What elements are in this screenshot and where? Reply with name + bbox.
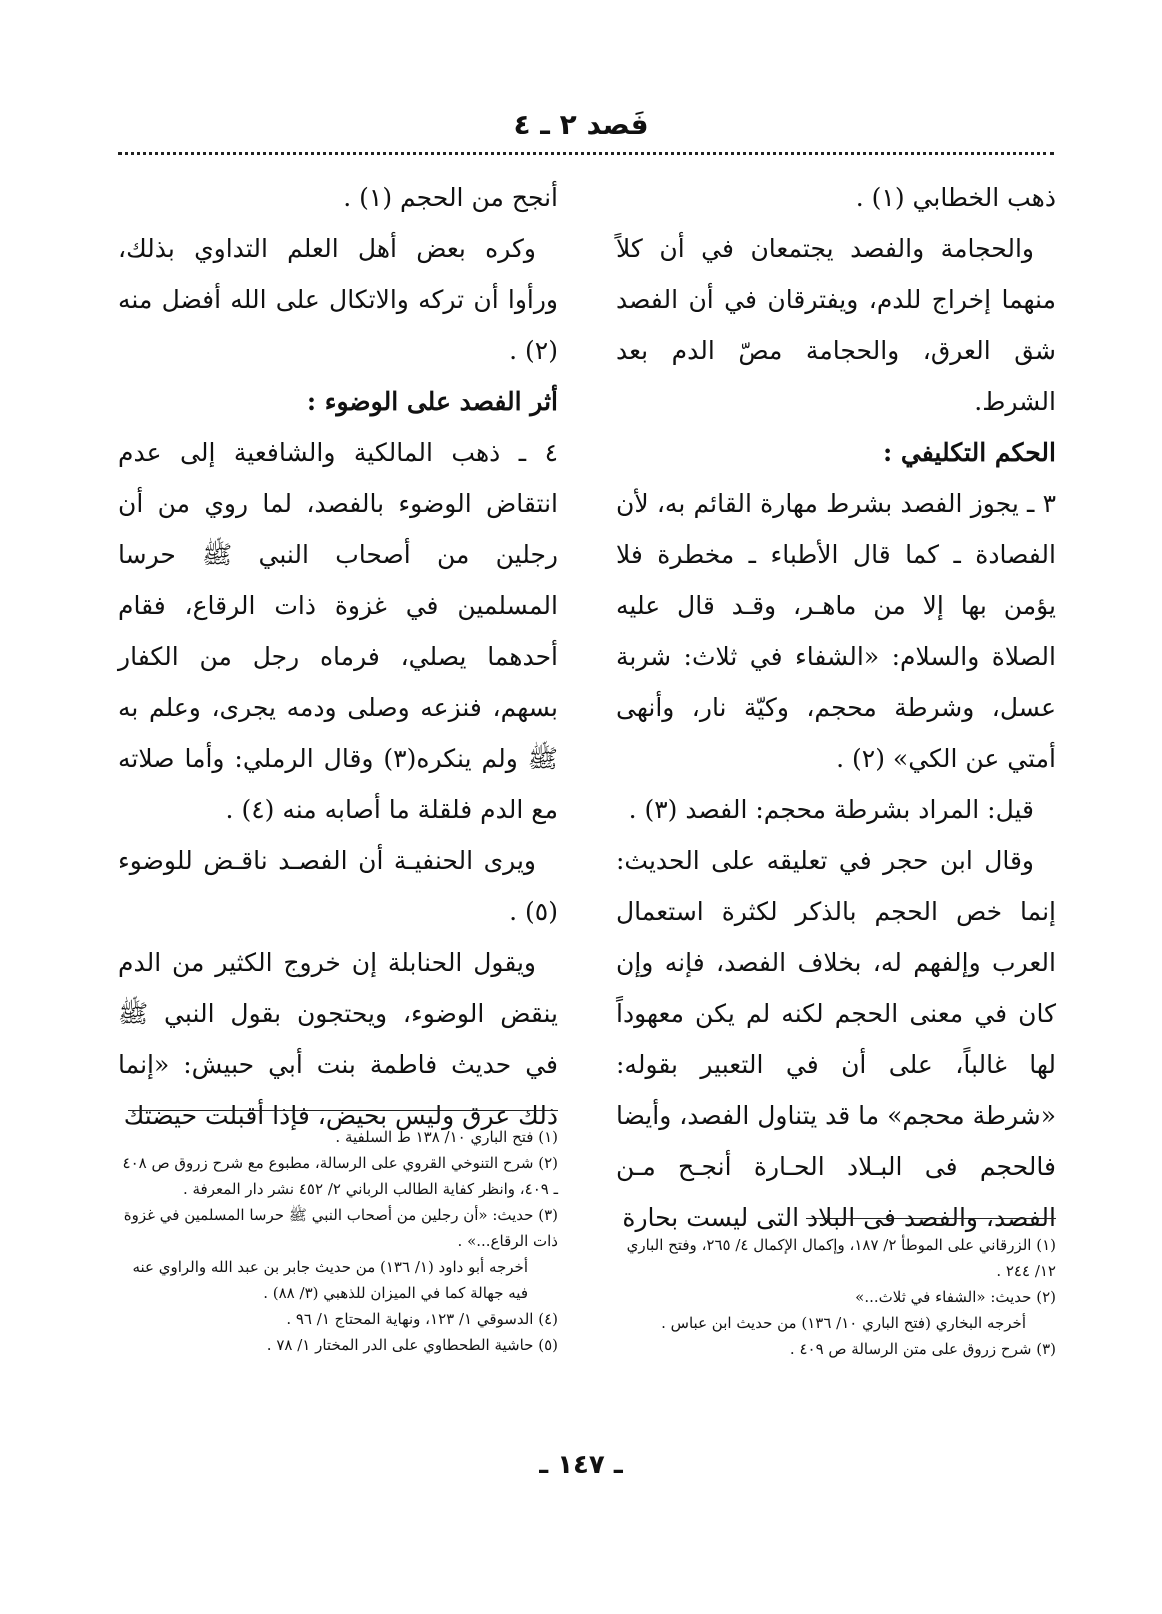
footnote-separator — [128, 1110, 558, 1111]
right-column — [616, 172, 1056, 1243]
left-column — [118, 172, 558, 1141]
paragraph: وقال ابن حجر في تعليقه على الحديث: إنما خص الحجم بالذكر لكثرة استعمال العرب وإلفهم له، بخلاف الفصد، فإنه وإن كان في معنى الحجم لكنه لم يكن معهوداً لها غالباً، على أن في التعبير بقوله: «شرطة محجم» ما قد يتناول الفصد، وأيضا فالحجم فى البـلاد الحـارة أنجـح مـن الفصد، والفصد فى البلاد التى ليست بحارة — [616, 846, 1056, 1232]
footnote: (٢) حديث: «الشفاء في ثلاث...» — [855, 1288, 1056, 1306]
footnote: أخرجه أبو داود (١/ ١٣٦) من حديث جابر بن عبد الله والراوي عنه فيه جهالة كما في الميزان للذهبي (٣/ ٨٨) . — [132, 1258, 528, 1302]
paragraph: والحجامة والفصد يجتمعان في أن كلاً منهما إخراج للدم، ويفترقان في أن الفصد شق العرق، والحجامة مصّ الدم بعد الشرط. — [616, 234, 1056, 416]
footnote: أخرجه البخاري (فتح الباري ١٠/ ١٣٦) من حديث ابن عباس . — [661, 1314, 1026, 1332]
paragraph: ويقول الحنابلة إن خروج الكثير من الدم ينقض الوضوء، ويحتجون بقول النبي ﷺ في حديث فاطمة بنت أبي حبيش: «إنما ذلك عرق وليس بحيض، فإذا أقبلت حيضتك — [118, 948, 558, 1130]
page-number: ـ ١٤٧ ـ — [539, 1450, 623, 1480]
footnote-separator — [806, 1218, 1056, 1219]
paragraph: ويرى الحنفيـة أن الفصـد ناقـض للوضوء (٥) . — [118, 846, 558, 926]
footnote: (٥) حاشية الطحطاوي على الدر المختار ١/ ٧٨ . — [266, 1336, 558, 1354]
footnote: (١) فتح الباري ١٠/ ١٣٨ ط السلفية . — [335, 1128, 558, 1146]
section-heading: الحكم التكليفي : — [883, 438, 1056, 467]
footnote: (٢) شرح التنوخي القروي على الرسالة، مطبوع مع شرح زروق ص ٤٠٨ ـ ٤٠٩، وانظر كفاية الطالب الرباني ٢/ ٤٥٢ نشر دار المعرفة . — [122, 1154, 558, 1198]
footnote: (٤) الدسوقي ١/ ١٢٣، ونهاية المحتاج ١/ ٩٦ . — [286, 1310, 558, 1328]
paragraph: أنجح من الحجم (١) . — [343, 183, 558, 212]
section-heading: أثر الفصد على الوضوء : — [306, 387, 558, 416]
running-header: فَصد ٢ ـ ٤ — [513, 108, 649, 141]
paragraph: قيل: المراد بشرطة محجم: الفصد (٣) . — [628, 795, 1034, 824]
footnote: (٣) شرح زروق على متن الرسالة ص ٤٠٩ . — [789, 1340, 1056, 1358]
paragraph: ٣ ـ يجوز الفصد بشرط مهارة القائم به، لأن الفصادة ـ كما قال الأطباء ـ مخطرة فلا يؤمن بها إلا من ماهـر، وقـد قال عليه الصلاة والسلام: «الشفاء في ثلاث: شربة عسل، وشرطة محجم، وكيّة نار، وأنهى أمتي عن الكي» (٢) . — [616, 489, 1057, 773]
footnote: (٣) حديث: «أن رجلين من أصحاب النبي ﷺ حرسا المسلمين في غزوة ذات الرقاع...» . — [123, 1206, 558, 1250]
paragraph: ذهب الخطابي (١) . — [855, 183, 1056, 212]
paragraph: وكره بعض أهل العلم التداوي بذلك، ورأوا أن تركه والاتكال على الله أفضل منه (٢) . — [118, 234, 558, 365]
footnote: (١) الزرقاني على الموطأ ٢/ ١٨٧، وإكمال الإكمال ٤/ ٢٦٥، وفتح الباري ١٢/ ٢٤٤ . — [626, 1236, 1056, 1280]
paragraph: ٤ ـ ذهب المالكية والشافعية إلى عدم انتقاض الوضوء بالفصد، لما روي من أن رجلين من أصحاب النبي ﷺ حرسا المسلمين في غزوة ذات الرقاع، فقام أحدهما يصلي، فرماه رجل من الكفار بسهم، فنزعه وصلى ودمه يجرى، وعلم به ﷺ ولم ينكره(٣) وقال الرملي: وأما صلاته مع الدم فلقلة ما أصابه منه (٤) . — [118, 438, 558, 824]
header-dotted-rule — [118, 152, 1054, 155]
